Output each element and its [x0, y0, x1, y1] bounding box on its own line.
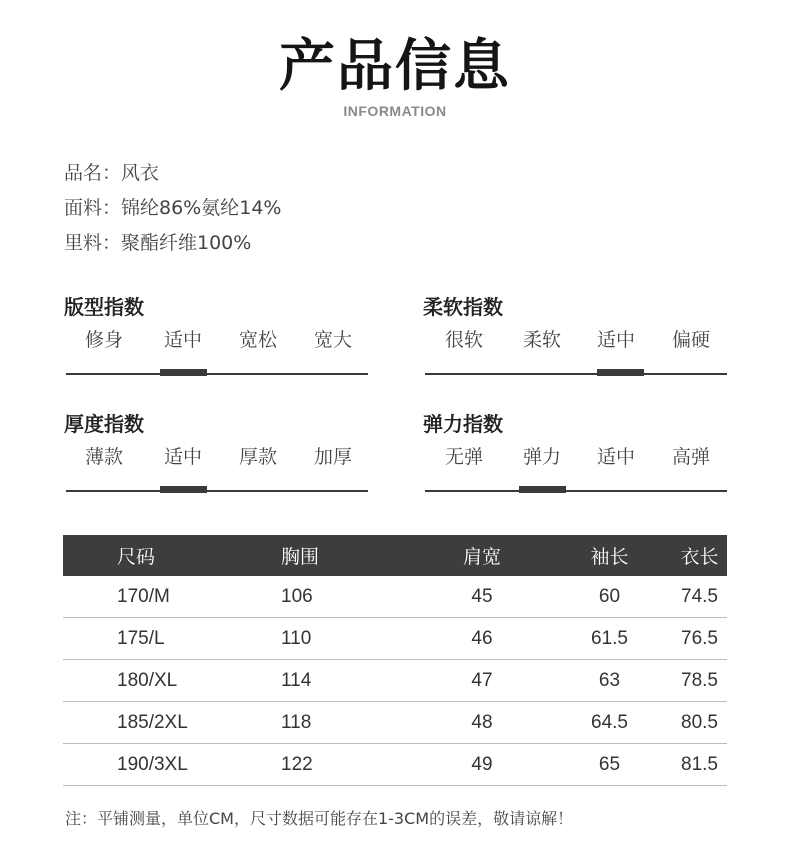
table-cell: 190/3XL: [63, 744, 251, 786]
table-cell: 114: [251, 660, 417, 702]
table-cell: 46: [417, 618, 547, 660]
softness-option: 很软: [444, 329, 483, 351]
table-cell: 180/XL: [63, 660, 251, 702]
table-cell: 61.5: [547, 618, 672, 660]
column-header: 尺码: [63, 535, 251, 576]
thickness-option: 加厚: [313, 446, 352, 468]
thickness-option: 厚款: [238, 446, 277, 468]
table-row: [63, 618, 727, 660]
table-cell: 60: [547, 576, 672, 618]
table-cell: 175/L: [63, 618, 251, 660]
thickness-index-label: 厚度指数: [64, 412, 144, 436]
elasticity-option: 弹力: [522, 446, 561, 468]
thickness-index: [64, 410, 368, 484]
table-cell: 49: [417, 744, 547, 786]
softness-scale-line: [425, 373, 727, 375]
size-table: [63, 535, 727, 786]
table-cell: 64.5: [547, 702, 672, 744]
table-cell: 48: [417, 702, 547, 744]
table-cell: 63: [547, 660, 672, 702]
elasticity-option: 无弹: [444, 446, 483, 468]
table-cell: 65: [547, 744, 672, 786]
elasticity-option: 适中: [596, 446, 635, 468]
product-info: [64, 159, 281, 264]
table-cell: 74.5: [672, 576, 727, 618]
elasticity-index-label: 弹力指数: [423, 412, 503, 436]
elasticity-selected-marker: [519, 486, 566, 493]
column-header: 胸围: [251, 535, 417, 576]
info-fabric: 面料：锦纶86%氨纶14%: [64, 197, 282, 219]
softness-option: 适中: [596, 329, 635, 351]
softness-option: 偏硬: [671, 329, 710, 351]
softness-index: [423, 293, 727, 367]
table-cell: 76.5: [672, 618, 727, 660]
table-cell: 110: [251, 618, 417, 660]
table-header-row: [63, 535, 727, 576]
table-cell: 106: [251, 576, 417, 618]
table-row: [63, 576, 727, 618]
measurement-note: 注：平铺测量，单位CM，尺寸数据可能存在1-3CM的误差，敬请谅解！: [65, 809, 574, 828]
table-cell: 122: [251, 744, 417, 786]
fit-selected-marker: [160, 369, 207, 376]
fit-option: 修身: [84, 329, 123, 351]
thickness-scale-line: [66, 490, 368, 492]
fit-option: 宽大: [313, 329, 352, 351]
info-name: 品名：风衣: [64, 162, 160, 184]
table-cell: 78.5: [672, 660, 727, 702]
elasticity-scale-line: [425, 490, 727, 492]
fit-scale-line: [66, 373, 368, 375]
fit-option: 宽松: [238, 329, 277, 351]
fit-index: [64, 293, 368, 367]
table-row: [63, 660, 727, 702]
softness-index-label: 柔软指数: [423, 295, 503, 319]
page-title: 产品信息: [279, 34, 511, 99]
table-cell: 47: [417, 660, 547, 702]
table-cell: 170/M: [63, 576, 251, 618]
thickness-option: 适中: [163, 446, 202, 468]
elasticity-index: [423, 410, 727, 484]
fit-index-label: 版型指数: [64, 295, 144, 319]
column-header: 袖长: [547, 535, 672, 576]
table-cell: 80.5: [672, 702, 727, 744]
softness-selected-marker: [597, 369, 644, 376]
table-cell: 118: [251, 702, 417, 744]
softness-option: 柔软: [522, 329, 561, 351]
thickness-option: 薄款: [84, 446, 123, 468]
table-row: [63, 702, 727, 744]
table-row: [63, 744, 727, 786]
table-cell: 81.5: [672, 744, 727, 786]
table-cell: 185/2XL: [63, 702, 251, 744]
table-cell: 45: [417, 576, 547, 618]
fit-option: 适中: [163, 329, 202, 351]
column-header: 肩宽: [417, 535, 547, 576]
thickness-selected-marker: [160, 486, 207, 493]
elasticity-option: 高弹: [671, 446, 710, 468]
column-header: 衣长: [672, 535, 727, 576]
page-subtitle: INFORMATION: [343, 103, 447, 119]
info-lining: 里料：聚酯纤维100%: [64, 232, 252, 254]
